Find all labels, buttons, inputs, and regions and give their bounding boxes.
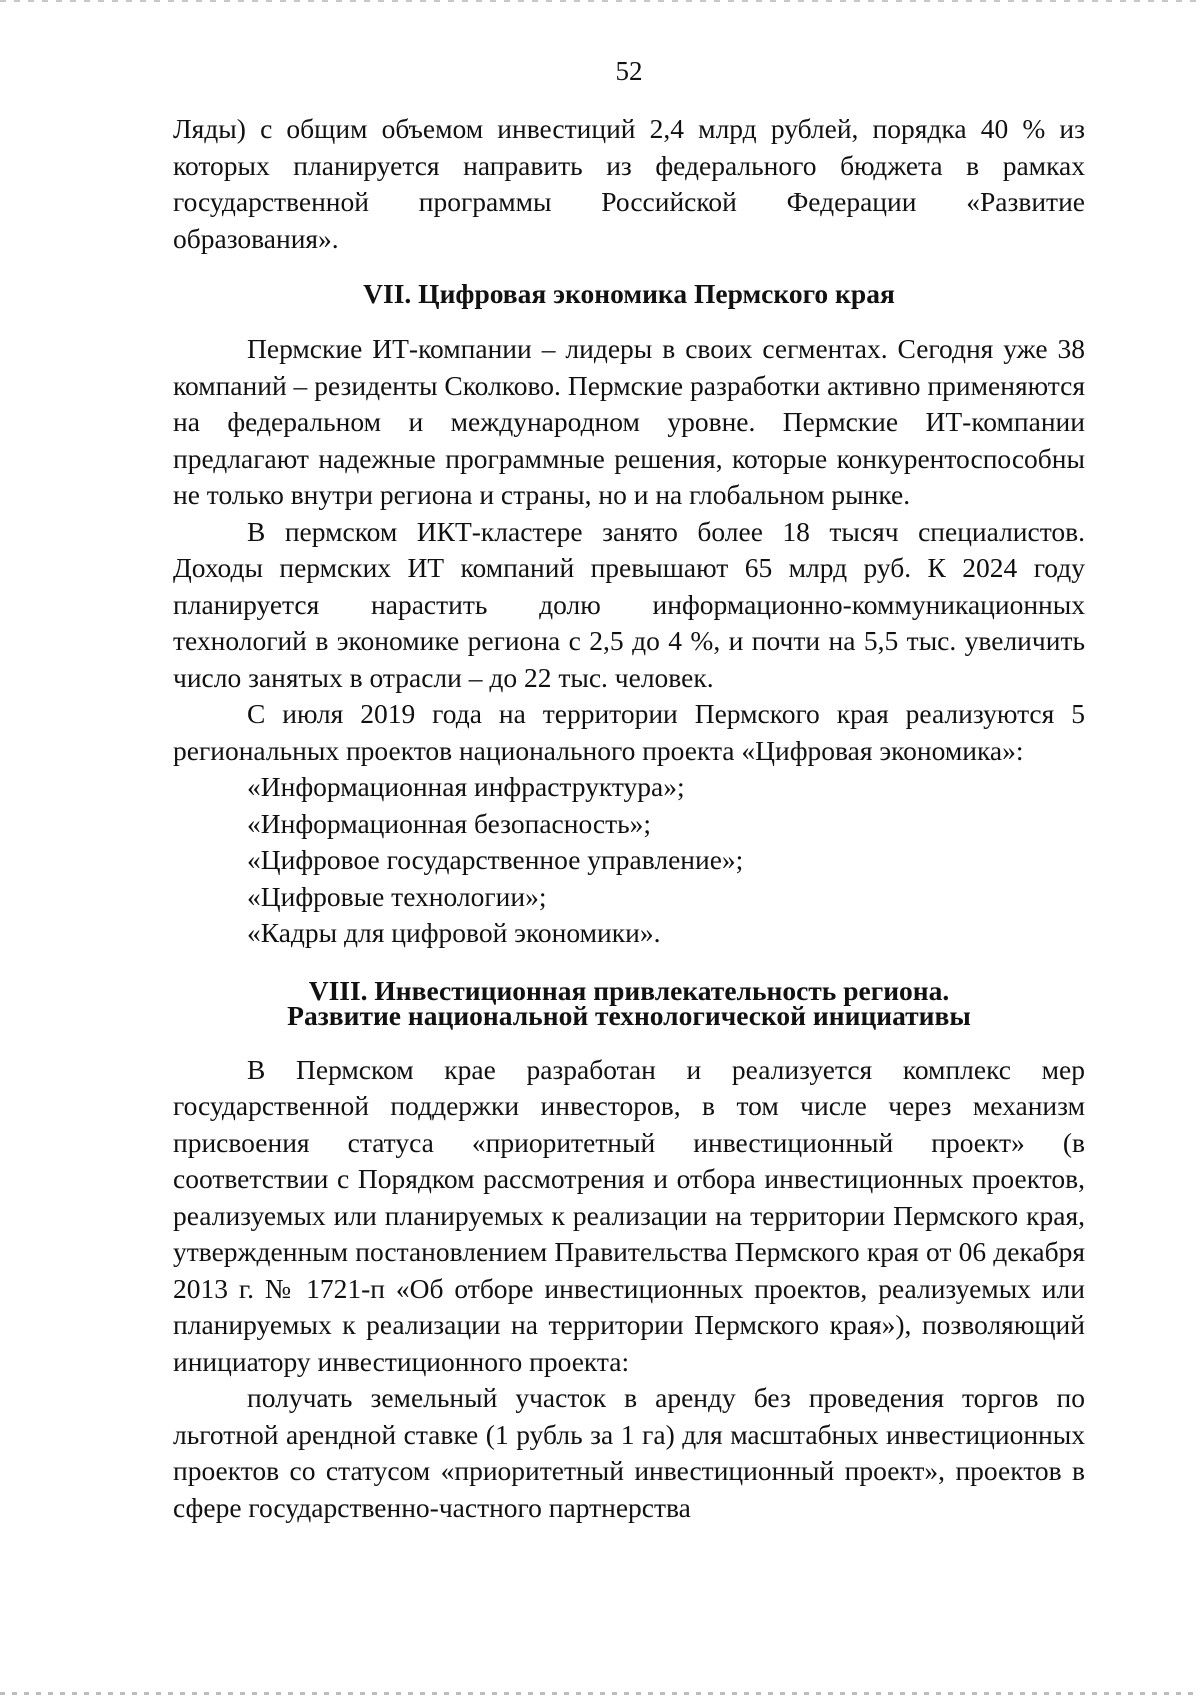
project-list-item: «Информационная инфраструктура»; [247,771,685,802]
scan-edge-top [0,0,1200,2]
page-body [173,111,1085,1526]
project-list-item: «Цифровое государственное управление»; [247,844,744,875]
project-list-item: «Кадры для цифровой экономики». [247,917,661,948]
page-number: 52 [615,56,643,86]
section-7-paragraph: С июля 2019 года на территории Пермского края реализуются 5 региональных проектов национального проекта «Цифровая экономика»: [173,698,1085,766]
section-8-paragraph: получать земельный участок в аренду без проведения торгов по льготной арендной ставке (1 рубль за 1 га) для масштабных инвестиционных проектов со статусом «приоритетный инвестиционный проект», проектов в сфере государственно-частного партнерства [173,1382,1085,1523]
section-7-heading: VII. Цифровая экономика Пермского края [363,278,895,309]
project-list-item: «Информационная безопасность»; [247,807,652,839]
intro-paragraph: Ляды) с общим объемом инвестиций 2,4 млрд рублей, порядка 40 % из которых планируется направить из федерального бюджета в рамках государственной программы Российской Федерации «Развитие образования». [173,113,1085,254]
section-7-paragraph: Пермские ИТ-компании – лидеры в своих сегментах. Сегодня уже 38 компаний – резиденты Сколково. Пермские разработки активно применяются на федеральном и международном уровне. Пермские ИТ-компании предлагают надежные программные решения, которые конкурентоспособны не только внутри региона и страны, но и на глобальном рынке. [173,333,1085,510]
section-7-paragraph: В пермском ИКТ-кластере занято более 18 тысяч специалистов. Доходы пермских ИТ компаний превышают 65 млрд руб. К 2024 году планируется нарастить долю информационно-коммуникационных технологий в экономике региона с 2,5 до 4 %, и почти на 5,5 тыс. увеличить число занятых в отрасли – до 22 тыс. человек. [173,515,1085,693]
section-8-heading-line-1: VIII. Инвестиционная привлекательность региона. [308,974,950,1006]
section-8-heading-line-2: Развитие национальной технологической инициативы [287,999,971,1031]
section-8-paragraph: В Пермском крае разработан и реализуется комплекс мер государственной поддержки инвесторов, в том числе через механизм присвоения статуса «приоритетный инвестиционный проект» (в соответствии с Порядком рассмотрения и отбора инвестиционных проектов, реализуемых или планируемых к реализации на территории Пермского края, утвержденным постановлением Правительства Пермского края от 06 декабря 2013 г. № 1721-п «Об отборе инвестиционных проектов, реализуемых или планируемых к реализации на территории Пермского края»), позволяющий инициатору инвестиционного проекта: [173,1053,1085,1377]
digital-economy-projects-list [173,769,1085,952]
project-list-item: «Цифровые технологии»; [247,880,547,912]
section-8-heading [173,974,1085,1031]
